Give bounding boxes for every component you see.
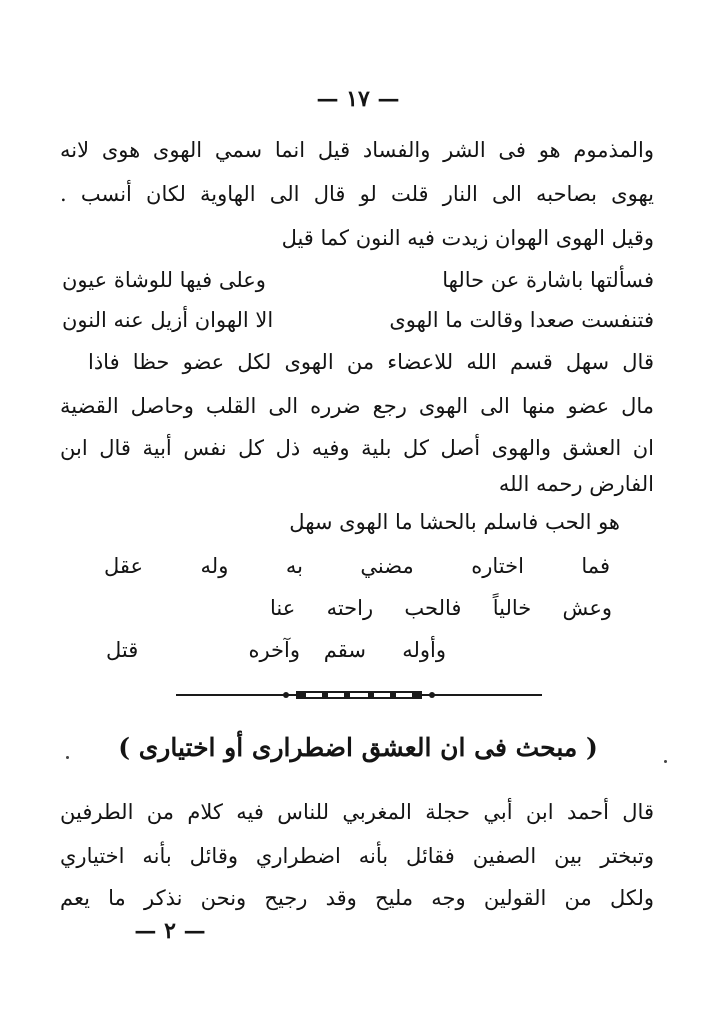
text-line: ان العشق والهوى أصل كل بلية وفيه ذل كل نفس أبية قال ابن	[60, 436, 654, 460]
verse-word: قتل	[106, 638, 139, 662]
text-line: والمذموم هو فى الشر والفساد قيل انما سمي الهوى هوى لانه	[60, 138, 654, 162]
text-line: مال عضو منها الى الهوى رجع ضرره الى القلب وحاصل القضية	[60, 394, 654, 418]
text-line: قال أحمد ابن أبي حجلة المغربي للناس فيه كلام من الطرفين	[60, 800, 654, 824]
page-number: — ١٧ —	[316, 86, 400, 112]
text-line: قال سهل قسم الله للاعضاء من الهوى لكل عضو حظا فاذا	[88, 350, 654, 374]
text-line: وتبختر بين الصفين فقائل بأنه اضطراري وقائل بأنه اختياري	[60, 844, 654, 868]
scan-speck	[664, 760, 667, 763]
verse-line: وعش خالياً فالحب راحته عنا	[270, 596, 612, 620]
verse-line: فما اختاره مضني به وله عقل	[104, 554, 610, 578]
verse-hemistich: وعلى فيها للوشاة عيون	[62, 268, 266, 292]
scan-speck	[66, 756, 69, 759]
verse-hemistich: الا الهوان أزيل عنه النون	[62, 308, 274, 332]
text-line: ولكل من القولين وجه مليح وقد رجيح ونحن نذكر ما يعم	[60, 886, 654, 910]
verse-word: وآخره	[248, 638, 300, 662]
verse-hemistich: فتنفست صعدا وقالت ما الهوى	[389, 308, 654, 332]
verse-hemistich: فسألتها باشارة عن حالها	[442, 268, 654, 292]
section-heading: ( مبحث فى ان العشق اضطرارى أو اختيارى )	[118, 733, 598, 762]
text-line: وقيل الهوى الهوان زيدت فيه النون كما قيل	[281, 226, 654, 250]
verse-word: سقم	[323, 638, 366, 662]
text-line: يهوى بصاحبه الى النار قلت لو قال الى الهاوية لكان أنسب .	[60, 182, 654, 206]
verse-word: وأوله	[402, 638, 446, 662]
signature-mark: — ٢ —	[134, 918, 206, 944]
verse-line: هو الحب فاسلم بالحشا ما الهوى سهل	[289, 510, 620, 534]
ornament-divider	[176, 688, 542, 702]
text-line: الفارض رحمه الله	[498, 472, 654, 496]
